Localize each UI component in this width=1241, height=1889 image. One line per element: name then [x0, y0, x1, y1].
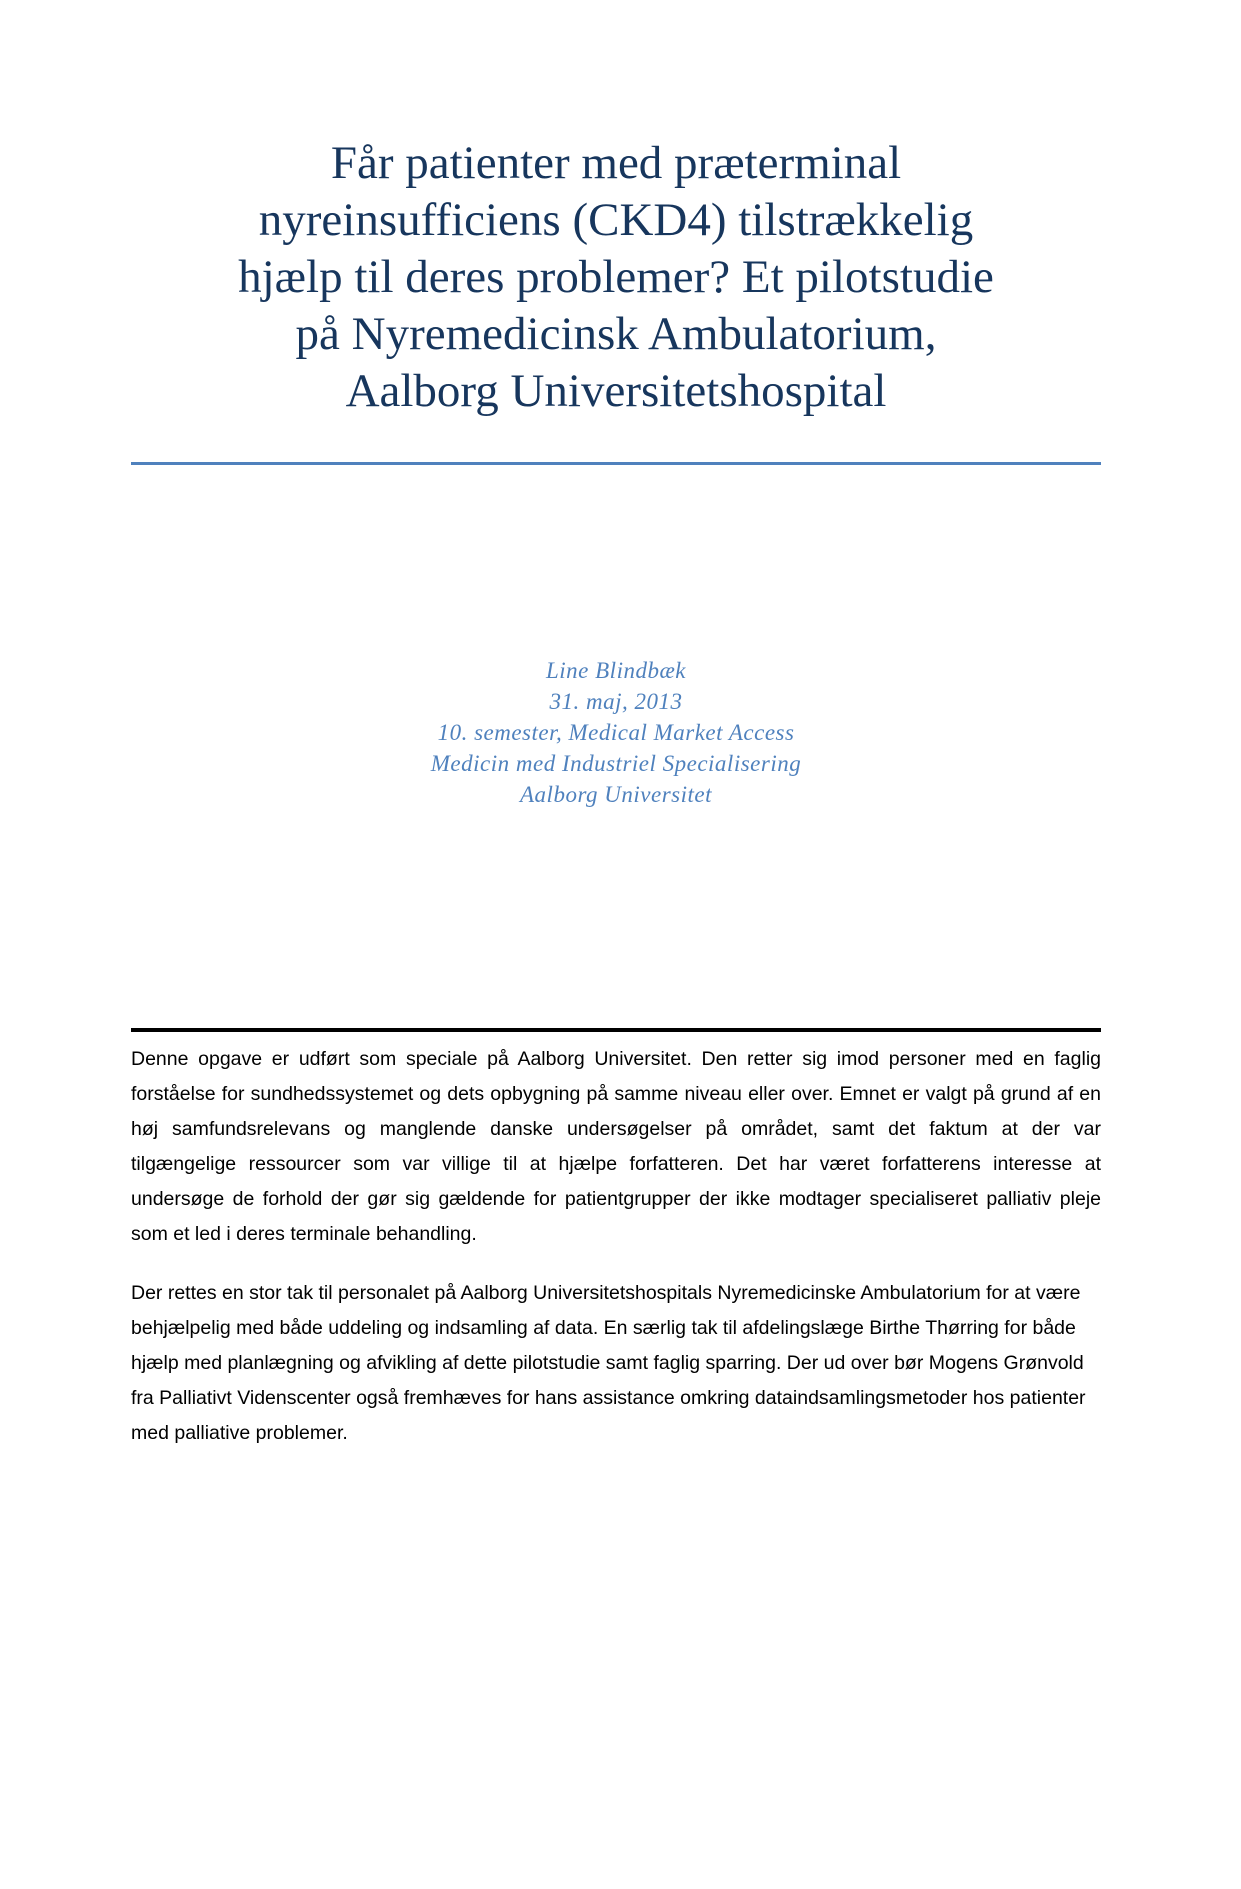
study-specialisation: Medicin med Industriel Specialisering	[430, 751, 802, 776]
title-block	[131, 135, 1101, 462]
semester-programme: 10. semester, Medical Market Access	[437, 720, 795, 745]
page-title	[131, 135, 1101, 420]
university-name: Aalborg Universitet	[520, 782, 712, 807]
title-line-1: Får patienter med præterminal	[330, 137, 902, 189]
preface-section	[131, 1042, 1101, 1451]
thesis-date: 31. maj, 2013	[549, 689, 683, 714]
title-divider	[131, 462, 1101, 465]
preface-paragraph-2: Der rettes en stor tak til personalet på Aalborg Universitetshospitals Nyremedicinske Ambulatorium for at være behjælpelig med både uddeling og indsamling af data. En særlig tak til afdelingslæge Birthe Thørring for både hjælp med planlægning og afvikling af dette pilotstudie samt faglig sparring. Der ud over bør Mogens Grønvold fra Palliativt Videnscenter også fremhæves for hans assistance omkring dataindsamlingsmetoder hos patienter med palliative problemer.	[131, 1282, 1086, 1444]
title-line-2: nyreinsufficiens (CKD4) tilstrækkelig	[258, 194, 974, 246]
author-name: Line Blindbæk	[545, 658, 687, 683]
preface-paragraph-1: Denne opgave er udført som speciale på Aalborg Universitet. Den retter sig imod personer med en faglig forståelse for sundhedssystemet og dets opbygning på samme niveau eller over. Emnet er valgt på grund af en høj samfundsrelevans og manglende danske undersøgelser på området, samt det faktum at der var tilgængelige ressourcer som var villige til at hjælpe forfatteren. Det har været forfatterens interesse at undersøge de forhold der gør sig gældende for patientgrupper der ikke modtager specialiseret palliativ pleje som et led i deres terminale behandling.	[131, 1048, 1101, 1245]
title-line-4: på Nyremedicinsk Ambulatorium,	[295, 308, 937, 360]
document-page	[0, 135, 1241, 1889]
author-block	[131, 655, 1101, 810]
title-line-3: hjælp til deres problemer? Et pilotstudie	[238, 251, 994, 303]
preface-divider	[131, 1028, 1101, 1032]
title-line-5: Aalborg Universitetshospital	[345, 365, 887, 417]
